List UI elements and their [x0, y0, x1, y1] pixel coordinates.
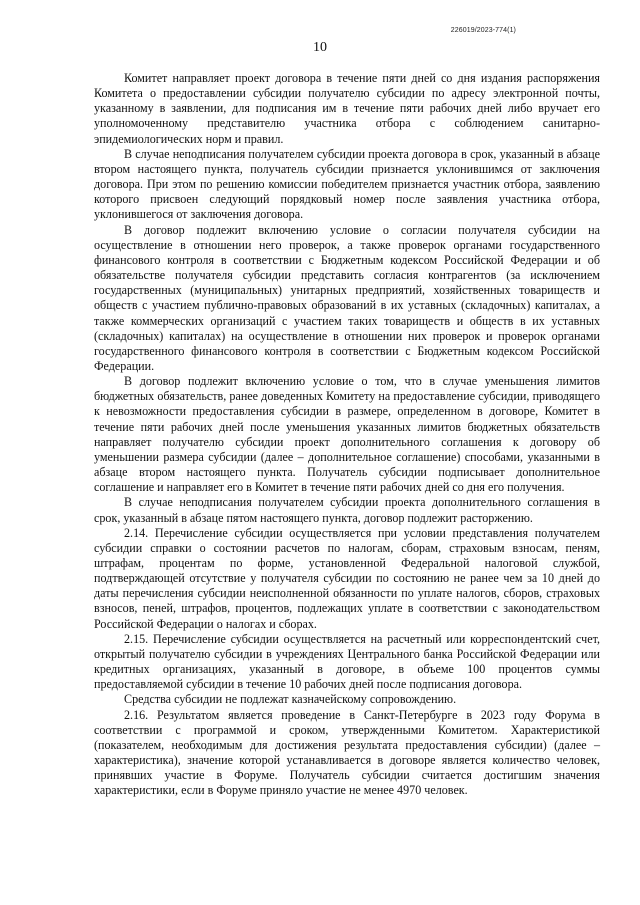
- paragraph: В договор подлежит включению условие о том, что в случае уменьшения лимитов бюджетных обязательств, ранее доведенных Комитету на предоставление субсидии, приводящего к невозможности предоставления субсидии в размере, определенном в договоре, Комитет в течение пяти рабочих дней после уменьшения указанных лимитов бюджетных обязательств направляет получателю субсидии проект дополнительного соглашения к договору об уменьшении размера субсидии (далее – дополнительное соглашение) способами, указанными в абзаце втором настоящего пункта. Получатель субсидии подписывает дополнительное соглашение и направляет его в Комитет в течение пяти рабочих дней со дня его получения.: [94, 374, 600, 495]
- paragraph: Комитет направляет проект договора в течение пяти дней со дня издания распоряжения Комитета о предоставлении субсидии получателю субсидии по адресу электронной почты, указанному в заявлении, для подписания им в течение пяти рабочих дней либо вручает его уполномоченному представителю участника отбора с соблюдением санитарно-эпидемиологических норм и правил.: [94, 71, 600, 146]
- paragraph-section-2-15: 2.15. Перечисление субсидии осуществляется на расчетный или корреспондентский счет, открытый получателю субсидии в учреждениях Центрального банка Российской Федерации или кредитных организациях, указанный в договоре, в объеме 100 процентов суммы предоставляемой субсидии в течение 10 рабочих дней после подписания договора.: [94, 631, 600, 692]
- page-number: 10: [313, 40, 327, 55]
- paragraph: Средства субсидии не подлежат казначейскому сопровождению.: [124, 692, 457, 707]
- paragraph: В случае неподписания получателем субсидии проекта дополнительного соглашения в срок, указанный в абзаце пятом настоящего пункта, договор подлежит расторжению.: [94, 495, 600, 525]
- paragraph-section-2-14: 2.14. Перечисление субсидии осуществляется при условии представления получателем субсидии справки о состоянии расчетов по налогам, сборам, страховым взносам, пеням, штрафам, процентам по форме, установленной Федеральной налоговой службой, подтверждающей отсутствие у получателя субсидии по состоянию не ранее чем за 10 дней до даты перечисления субсидии неисполненной обязанности по уплате налогов, сборов, страховых взносов, пеней, штрафов, процентов, подлежащих уплате в соответствии с законодательством Российской Федерации о налогах и сборах.: [94, 525, 600, 631]
- paragraph: В договор подлежит включению условие о согласии получателя субсидии на осуществление в отношении него проверок, а также проверок органами государственного финансового контроля в соответствии с Бюджетным кодексом Российской Федерации и об обязательстве получателя субсидии представить согласия контрагентов (за исключением государственных (муниципальных) унитарных предприятий, хозяйственных товариществ и обществ с участием публично-правовых образований в их уставных (складочных) капиталах, а также коммерческих организаций с участием таких товариществ и обществ в их уставных (складочных) капиталах) на осуществление в отношении них проверок и проверок органами государственного финансового контроля в соответствии с Бюджетным кодексом Российской Федерации.: [94, 222, 600, 373]
- paragraph: В случае неподписания получателем субсидии проекта договора в срок, указанный в абзаце втором настоящего пункта, получатель субсидии признается уклонившимся от заключения договора. При этом по решению комиссии победителем признается участник отбора, заявлению которого присвоен следующий порядковый номер после заявления участника отбора, уклонившегося от заключения договора.: [94, 146, 600, 222]
- paragraph-section-2-16: 2.16. Результатом является проведение в Санкт-Петербурге в 2023 году Форума в соответствии с программой и сроком, утвержденными Комитетом. Характеристикой (показателем, необходимым для достижения результата предоставления субсидии) (далее – характеристика), значение которой устанавливается в договоре является количество человек, принявших участие в Форуме. Получатель субсидии считается достигшим значения характеристики, если в Форуме приняло участие не менее 4970 человек.: [94, 707, 600, 798]
- document-registration-number: 226019/2023-774(1): [450, 27, 516, 34]
- document-body: [94, 71, 600, 799]
